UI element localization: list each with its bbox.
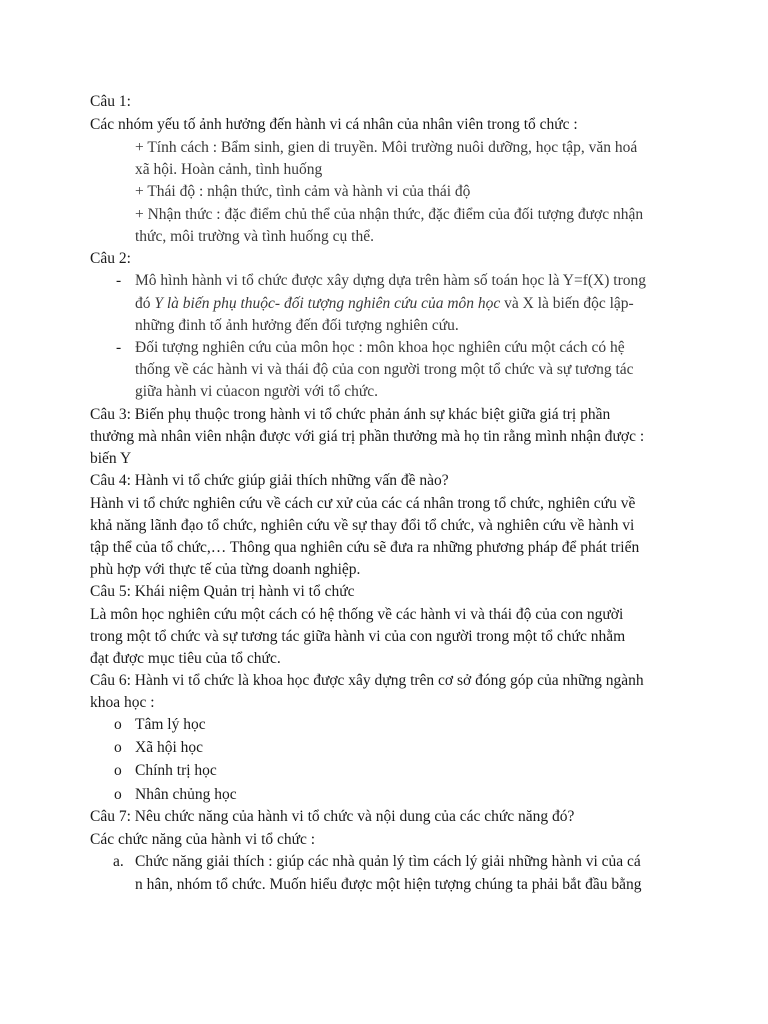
q6-line2: khoa học : bbox=[90, 694, 155, 711]
q2-bullet-1: - bbox=[116, 272, 122, 289]
q4-line4: phù hợp với thực tế của từng doanh nghiệp. bbox=[90, 561, 361, 578]
q5-line3: đạt được mục tiêu của tổ chức. bbox=[90, 650, 281, 667]
q2-bullet-2: - bbox=[116, 339, 122, 356]
q4-line1: Hành vi tổ chức nghiên cứu về cách cư xử của các cá nhân trong tổ chức, nghiên cứu về bbox=[90, 495, 636, 512]
q2-b1-line2-italic: Y là biến phụ thuộc- đối tượng nghiên cứu của môn học bbox=[154, 295, 501, 312]
q2-b1-line2 bbox=[135, 293, 634, 315]
q4-heading: Câu 4: Hành vi tổ chức giúp giải thích những vấn đề nào? bbox=[90, 472, 449, 489]
q5-line2: trong một tổ chức và sự tương tác giữa hành vi của con người trong một tổ chức nhằm bbox=[90, 628, 626, 645]
q6-bullet-2: o bbox=[114, 739, 122, 756]
q5-heading: Câu 5: Khái niệm Quản trị hành vi tổ chức bbox=[90, 583, 355, 600]
q2-b1-line2-b: và X là biến độc lập- bbox=[500, 295, 634, 312]
q6-item-anthropology: Nhân chủng học bbox=[135, 786, 237, 803]
q2-b2-line3: giữa hành vi củacon người với tổ chức. bbox=[135, 383, 379, 400]
q7-a-line2: n hân, nhóm tổ chức. Muốn hiểu được một hiện tượng chúng ta phải bắt đầu bằng bbox=[135, 876, 642, 893]
q2-b1-line3: những đinh tố ảnh hưởng đến đối tượng nghiên cứu. bbox=[135, 317, 459, 334]
q6-bullet-1: o bbox=[114, 716, 122, 733]
q6-item-political-science: Chính trị học bbox=[135, 762, 217, 779]
q1-item-attitude: + Thái độ : nhận thức, tình cảm và hành vi của thái độ bbox=[135, 183, 471, 200]
q1-item-perception-line2: thức, môi trường và tình huống cụ thể. bbox=[135, 228, 374, 245]
q2-b2-line2: thống về các hành vi và thái độ của con người trong một tổ chức và sự tương tác bbox=[135, 361, 634, 378]
q7-a-line1: Chức năng giải thích : giúp các nhà quản lý tìm cách lý giải những hành vi của cá bbox=[135, 853, 641, 870]
q1-item-personality-line2: xã hội. Hoàn cảnh, tình huống bbox=[135, 161, 323, 178]
q1-item-perception-line1: + Nhận thức : đặc điểm chủ thể của nhận thức, đặc điểm của đối tượng được nhận bbox=[135, 206, 644, 223]
q2-b1-line2-a: đó bbox=[135, 295, 155, 312]
q6-item-sociology: Xã hội học bbox=[135, 739, 204, 756]
q1-item-personality-line1: + Tính cách : Bẩm sinh, gien di truyền. Môi trường nuôi dưỡng, học tập, văn hoá bbox=[135, 139, 638, 156]
q3-line3: biến Y bbox=[90, 450, 132, 467]
q2-b2-line1: Đối tượng nghiên cứu của môn học : môn khoa học nghiên cứu một cách có hệ bbox=[135, 339, 625, 356]
q2-heading: Câu 2: bbox=[90, 250, 131, 267]
q4-line3: tập thể của tổ chức,… Thông qua nghiên cứu sẽ đưa ra những phương pháp để phát triển bbox=[90, 539, 640, 556]
q7-intro: Các chức năng của hành vi tổ chức : bbox=[90, 831, 316, 848]
q1-intro: Các nhóm yếu tố ảnh hưởng đến hành vi cá nhân của nhân viên trong tổ chức : bbox=[90, 116, 578, 133]
q3-line2: thưởng mà nhân viên nhận được với giá trị phần thưởng mà họ tin rằng mình nhận được : bbox=[90, 428, 645, 445]
q4-line2: khả năng lãnh đạo tổ chức, nghiên cứu về sự thay đổi tổ chức, và nghiên cứu về hành vi bbox=[90, 517, 635, 534]
q7-heading: Câu 7: Nêu chức năng của hành vi tổ chức và nội dung của các chức năng đó? bbox=[90, 808, 575, 825]
q2-b1-line1: Mô hình hành vi tổ chức được xây dựng dựa trên hàm số toán học là Y=f(X) trong bbox=[135, 272, 646, 289]
q1-heading: Câu 1: bbox=[90, 93, 131, 110]
q6-item-psychology: Tâm lý học bbox=[135, 716, 206, 733]
q5-line1: Là môn học nghiên cứu một cách có hệ thống về các hành vi và thái độ của con người bbox=[90, 606, 624, 623]
q6-bullet-4: o bbox=[114, 786, 122, 803]
q3-line1: Câu 3: Biến phụ thuộc trong hành vi tổ chức phản ánh sự khác biệt giữa giá trị phần bbox=[90, 406, 611, 423]
q6-line1: Câu 6: Hành vi tổ chức là khoa học được xây dựng trên cơ sở đóng góp của những ngành bbox=[90, 672, 644, 689]
q7-marker-a: a. bbox=[113, 853, 124, 870]
q6-bullet-3: o bbox=[114, 762, 122, 779]
